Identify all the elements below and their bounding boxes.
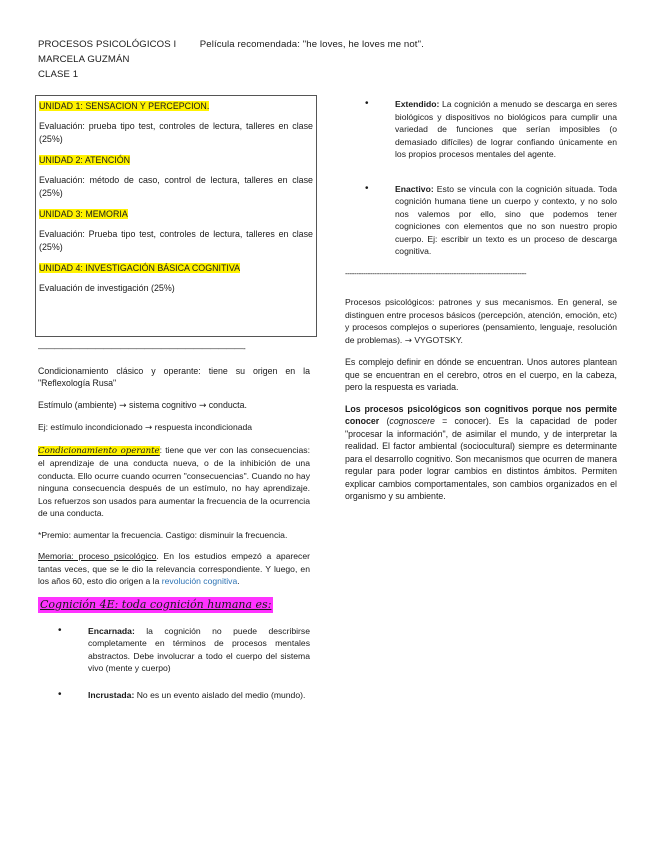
list-item: • Encarnada: la cognición no puede describirse completamente en términos de procesos mentales abstractos. Debe involucrar a todo el cuerpo del sistema vivo (mente y cuerpo): [58, 624, 310, 673]
bullet-icon: •: [365, 98, 369, 109]
unit-block: [39, 208, 313, 254]
operant-title: Condicionamiento operante: [38, 445, 160, 456]
bullet-icon: •: [58, 624, 62, 636]
unit-title: UNIDAD 3: MEMORIA: [39, 209, 128, 219]
unit-evaluation: Evaluación: Prueba tipo test, controles de lectura, talleres en clase (25%): [39, 229, 313, 252]
unit-evaluation: Evaluación de investigación (25%): [39, 283, 175, 293]
arrow-icon: →: [145, 423, 153, 433]
cognition-list-right: [345, 98, 617, 258]
recommended-movie: Película recomendada: "he loves, he loves me not".: [199, 39, 424, 50]
unit-block: [39, 154, 313, 200]
unit-block: [39, 262, 313, 295]
cognition-4e-title: Cognición 4E: toda cognición humana es:: [40, 597, 272, 611]
cognitive-revolution-link: revolución cognitiva: [161, 576, 238, 586]
list-item: • Enactivo: Esto se vincula con la cognición situada. Toda cognición humana tiene un cuerpo y contexto, y no solo nos valemos por ello, sino que podemos tener cogniciones con elementos que no son nuestro propio cuerpo. Ej: escribir un texto es un proceso de descarga cognitiva.: [365, 182, 617, 256]
paragraph-reward: *Premio: aumentar la frecuencia. Castigo: disminuir la frecuencia.: [38, 529, 288, 540]
paragraph-processes: Procesos psicológicos: patrones y sus mecanismos. En general, se distinguen entre procesos básicos (percepción, atención, emoción, etc) y procesos complejos o superiores (pensamiento, lenguaje, resolución de problemas). → VYGOTSKY.: [345, 297, 617, 346]
paragraph-conditioning: Condicionamiento clásico y operante: tiene su origen en la "Reflexología Rusa": [38, 365, 310, 388]
unit-title: UNIDAD 2: ATENCIÓN: [39, 155, 131, 165]
section-divider: —————————————————————————-: [38, 343, 246, 353]
paragraph-stimulus: Estímulo (ambiente) → sistema cognitivo → conducta.: [38, 399, 247, 411]
paragraph-location: Es complejo definir en dónde se encuentran. Unos autores plantean que se encuentran en el cerebro, otros en el cuerpo, en la cabeza, pero la respuesta es variada.: [345, 357, 617, 392]
paragraph-example: Ej: estímulo incondicionado → respuesta incondicionada: [38, 422, 253, 433]
unit-block: [39, 100, 313, 146]
memory-title: Memoria: proceso psicológico: [38, 551, 157, 561]
section-divider: --------------------------------------------------------------------------------: [345, 268, 527, 278]
teacher-name: MARCELA GUZMÁN: [38, 54, 130, 65]
unit-title: UNIDAD 1: SENSACION Y PERCEPCION.: [39, 101, 210, 111]
paragraph-cognitive: Los procesos psicológicos son cognitivos porque nos permite conocer (cognoscere = conocer). Es la capacidad de poder "procesar la información", de asimilar el mundo, y de interpretar la realidad. El factor ambiental (sociocultural) siempre es determinante para el desarrollo cognitivo. Son mecanismos que ocurren de manera regular para poder lograr cambios en distintos ámbitos. Permiten explicar cambios comportamentales, son cambios organizados en el organismo y su ambiente.: [345, 403, 617, 501]
cognition-list-left: [38, 625, 310, 702]
units-box: [35, 95, 317, 337]
unit-evaluation: Evaluación: prueba tipo test, controles de lectura, talleres en clase (25%): [39, 121, 313, 144]
course-title: PROCESOS PSICOLÓGICOS I: [38, 39, 177, 50]
unit-title: UNIDAD 4: INVESTIGACIÓN BÁSICA COGNITIVA: [39, 263, 241, 273]
list-item: • Extendido: La cognición a menudo se descarga en seres biológicos y dispositivos no biológicos para cumplir una variedad de funciones que serían imposibles (o demasiado difíciles) de lograr confiando únicamente en los propios procesos mentales del agente.: [365, 98, 617, 159]
right-column: [345, 98, 617, 512]
left-column: [38, 342, 310, 715]
paragraph-memory: Memoria: proceso psicológico. En los estudios empezó a aparecer tantas veces, que se le dio la relevancia correspondiente. Y luego, en los años 60, esto dio origen a la revolución cognitiva.: [38, 551, 310, 586]
bullet-icon: •: [365, 182, 369, 194]
cognition-4e-heading: [38, 597, 310, 613]
document-header: [38, 37, 424, 82]
paragraph-operant: Condicionamiento operante: tiene que ver con las consecuencias: el aprendizaje de una conducta nueva, o de la inhibición de una conducta. Ello ocurre cuando ocurren "consecuencias". Cuando no hay ninguna consecuencia después de un estímulo, no hay aprendizaje. Los refuerzos son usados para aumentar la frecuencia de la ocurrencia de una conducta.: [38, 444, 310, 518]
list-item: • Incrustada: No es un evento aislado del medio (mundo).: [58, 688, 306, 700]
unit-evaluation: Evaluación: método de caso, control de lectura, talleres en clase (25%): [39, 175, 313, 198]
header-line-1: [38, 37, 424, 52]
bullet-icon: •: [58, 688, 62, 700]
arrow-icon: →: [404, 335, 412, 346]
arrow-icon: →: [198, 400, 207, 411]
class-number: CLASE 1: [38, 69, 79, 80]
arrow-icon: →: [119, 400, 127, 411]
